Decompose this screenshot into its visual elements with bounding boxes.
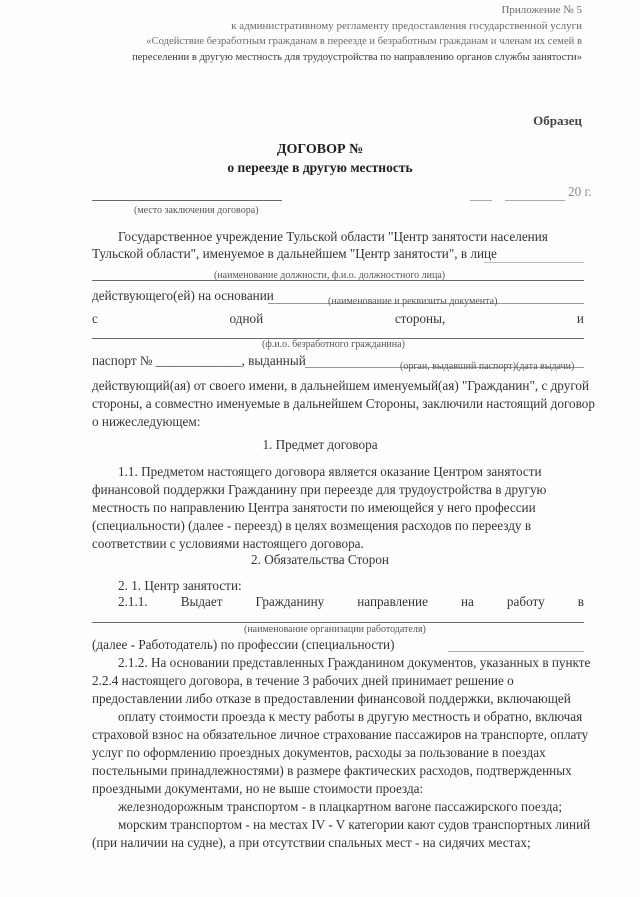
- representative-line-end: [484, 262, 584, 263]
- section-1-line-4: (специальности) (далее - переезд) в целях возмещения расходов по переезду в: [92, 518, 532, 533]
- profession-line: [448, 651, 584, 652]
- rail-transport-line: железнодорожным транспортом - в плацкартном вагоне пассажирского поезда;: [118, 799, 563, 814]
- word-vydaet: Выдает: [180, 594, 223, 609]
- section-2-heading: 2. Обязательства Сторон: [251, 552, 389, 567]
- date-year: 20 г.: [568, 184, 592, 199]
- sample-label: Образец: [533, 113, 582, 128]
- representative-caption: (наименование должности, ф.и.о. должностного лица): [214, 270, 446, 281]
- place-caption: (место заключения договора): [134, 205, 259, 216]
- word-s: с: [92, 311, 98, 326]
- section-1-line-3: местность по направлению Центра занятости по имеющейся у него профессии: [92, 500, 536, 515]
- employer-profession-line: (далее - Работодатель) по профессии (специальности): [92, 637, 395, 652]
- intro-line-1: Государственное учреждение Тульской области "Центр занятости населения: [118, 229, 548, 244]
- header-service-line-2: переселении в другую местность для трудоустройства по направлению органов службы занятости»: [132, 52, 582, 63]
- appendix-label: Приложение № 5: [501, 4, 582, 16]
- employer-caption: (наименование организации работодателя): [244, 624, 426, 635]
- header-service-line: «Содействие безработным гражданам в переезде и безработным гражданам и членам их семей в: [146, 36, 582, 47]
- section-1-line-2: финансовой поддержки Гражданину при переезде для трудоустройства в другую: [92, 482, 547, 497]
- word-na: на: [460, 594, 474, 609]
- word-grazhdaninu: Гражданину: [255, 594, 325, 609]
- sea-transport-line-2: (при наличии на судне), а при отсутствии спальных мест - на сидячих местах;: [92, 835, 531, 850]
- employer-line: [92, 622, 584, 623]
- clause-2-1-2-line-2: 2.2.4 настоящего договора, в течение 3 рабочих дней принимает решение о: [92, 673, 514, 688]
- intro-line-5: стороны, а совместно именуемые в дальнейшем Стороны, заключили настоящий договор: [92, 396, 595, 411]
- payment-line-3: услуг по оформлению проездных документов, расходы за пользование в поездах: [92, 745, 546, 760]
- payment-line-5: проездными документами, но не выше стоимости проезда:: [92, 781, 424, 796]
- intro-line-4: действующий(ая) от своего имени, в дальнейшем именуемый(ая) "Гражданин", с другой: [92, 378, 590, 393]
- citizen-name-caption: (ф.и.о. безработного гражданина): [262, 339, 405, 350]
- basis-caption: (наименование и реквизиты документа): [328, 296, 498, 307]
- document-subtitle: о переезде в другую местность: [227, 160, 413, 175]
- word-2-1-1: 2.1.1.: [118, 594, 148, 609]
- section-1-line-1: 1.1. Предметом настоящего договора является оказание Центром занятости: [118, 464, 542, 479]
- document-title: ДОГОВОР №: [276, 142, 364, 157]
- clause-2-1-2-line-1: 2.1.2. На основании представленных Гражданином документов, указанных в пункте: [118, 655, 591, 670]
- word-v: в: [577, 594, 584, 609]
- section-1-heading: 1. Предмет договора: [262, 437, 378, 452]
- payment-line-2: страховой взнос на обязательное личное страхование пассажиров на транспорте, оплату: [92, 727, 589, 742]
- word-i: и: [576, 311, 584, 326]
- intro-line-2: Тульской области", именуемое в дальнейшем "Центр занятости", в лице: [92, 246, 497, 261]
- section-1-line-5: соответствии с условиями настоящего договора.: [92, 536, 364, 551]
- passport-issuer-caption: (орган, выдавший паспорт): [400, 361, 516, 372]
- intro-line-6: о нижеследующем:: [92, 414, 201, 429]
- word-napravlenie: направление: [357, 594, 428, 609]
- sea-transport-line-1: морским транспортом - на местах IV - V категории кают судов транспортных линий: [118, 817, 591, 832]
- clause-2-1-1-row: [118, 594, 584, 610]
- payment-line-4: постельными принадлежностями) в размере фактических расходов, подтвержденных: [92, 763, 572, 778]
- date-day-line: [470, 200, 492, 201]
- intro-line-3: действующего(ей) на основании: [92, 288, 274, 303]
- header-regulation-line: к административному регламенту предоставления государственной услуги: [231, 20, 582, 32]
- clause-2-1: 2. 1. Центр занятости:: [118, 578, 242, 593]
- word-storony: стороны,: [394, 311, 446, 326]
- place-line: [92, 200, 282, 201]
- payment-line-1: оплату стоимости проезда к месту работы в другую местность и обратно, включая: [118, 709, 583, 724]
- date-month-line: [505, 200, 565, 201]
- passport-line: паспорт № _____________, выданный: [92, 353, 306, 368]
- word-rabotu: работу: [506, 594, 545, 609]
- word-odnoy: одной: [229, 311, 264, 326]
- clause-2-1-2-line-3: предоставлении либо отказе в предоставлении финансовой поддержки, включающей: [92, 691, 571, 706]
- passport-date-caption: (дата выдачи): [516, 361, 575, 372]
- intro-one-side-row: [92, 311, 584, 327]
